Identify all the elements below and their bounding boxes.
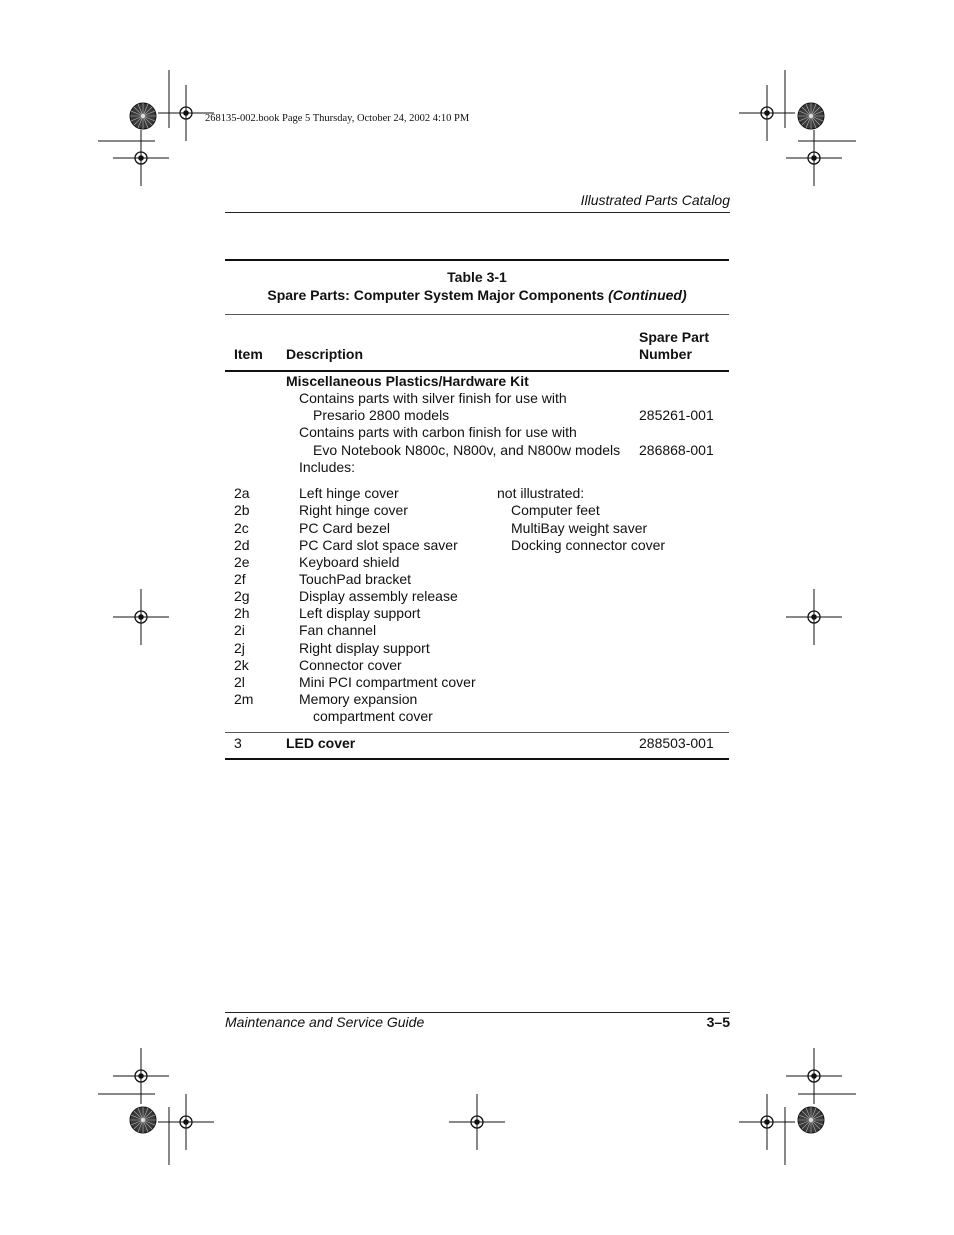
col-header-spare-part: Spare Part <box>639 329 710 345</box>
col-header-description: Description <box>286 346 364 362</box>
footer-rule <box>225 1012 730 1013</box>
not-illustrated-item: Computer feet <box>511 502 600 518</box>
item-description: PC Card bezel <box>299 520 391 536</box>
header-bottom-rule <box>225 370 729 372</box>
col-header-number: Number <box>639 346 692 362</box>
item-number: 2f <box>234 571 246 587</box>
item-description: Keyboard shield <box>299 554 400 570</box>
header-rule <box>225 212 730 213</box>
item-description: Memory expansion <box>299 691 418 707</box>
item-number: 2a <box>234 485 250 501</box>
item-description: Display assembly release <box>299 588 458 604</box>
item-description: Connector cover <box>299 657 402 673</box>
item-description-continued: compartment cover <box>313 708 433 724</box>
kit-part-number-1: 285261-001 <box>639 407 714 423</box>
kit-line-4: Evo Notebook N800c, N800v, and N800w models <box>313 442 621 458</box>
item-number: 2d <box>234 537 250 553</box>
kit-part-number-2: 286868-001 <box>639 442 714 458</box>
col-header-item: Item <box>234 346 263 362</box>
not-illustrated-label: not illustrated: <box>497 485 585 501</box>
table-title <box>225 287 729 304</box>
item-description: Right hinge cover <box>299 502 408 518</box>
row-divider <box>225 732 729 733</box>
item-number: 2h <box>234 605 250 621</box>
led-part-number: 288503-001 <box>639 735 714 751</box>
item-description: Fan channel <box>299 622 377 638</box>
running-header: Illustrated Parts Catalog <box>580 192 730 208</box>
item-number: 2c <box>234 520 249 536</box>
item-description: Mini PCI compartment cover <box>299 674 476 690</box>
table-title-rule <box>225 314 729 315</box>
kit-line-1: Contains parts with silver finish for use with <box>299 390 567 406</box>
print-slug: 268135-002.book Page 5 Thursday, October 24, 2002 4:10 PM <box>205 113 470 124</box>
not-illustrated-item: MultiBay weight saver <box>511 520 648 536</box>
item-number: 2k <box>234 657 249 673</box>
kit-line-3: Contains parts with carbon finish for use with <box>299 424 577 440</box>
item-description: PC Card slot space saver <box>299 537 458 553</box>
led-description: LED cover <box>286 735 356 751</box>
table-title-text: Spare Parts: Computer System Major Components <box>267 287 605 303</box>
footer-title: Maintenance and Service Guide <box>225 1014 425 1030</box>
item-number: 2e <box>234 554 250 570</box>
table-top-rule <box>225 259 729 261</box>
led-item-number: 3 <box>234 735 242 751</box>
not-illustrated-item: Docking connector cover <box>511 537 666 553</box>
item-description: Left hinge cover <box>299 485 399 501</box>
page-number: 3–5 <box>706 1014 730 1030</box>
item-number: 2b <box>234 502 250 518</box>
item-number: 2j <box>234 640 245 656</box>
item-description: TouchPad bracket <box>299 571 412 587</box>
item-number: 2i <box>234 622 245 638</box>
table-number: Table 3-1 <box>447 269 507 285</box>
kit-title: Miscellaneous Plastics/Hardware Kit <box>286 373 529 389</box>
item-number: 2g <box>234 588 250 604</box>
table-title-continued: (Continued) <box>608 287 687 303</box>
item-number: 2m <box>234 691 254 707</box>
table-bottom-rule <box>225 758 729 760</box>
kit-includes: Includes: <box>299 459 356 475</box>
item-number: 2l <box>234 674 245 690</box>
item-description: Right display support <box>299 640 430 656</box>
item-description: Left display support <box>299 605 421 621</box>
kit-line-2: Presario 2800 models <box>313 407 450 423</box>
